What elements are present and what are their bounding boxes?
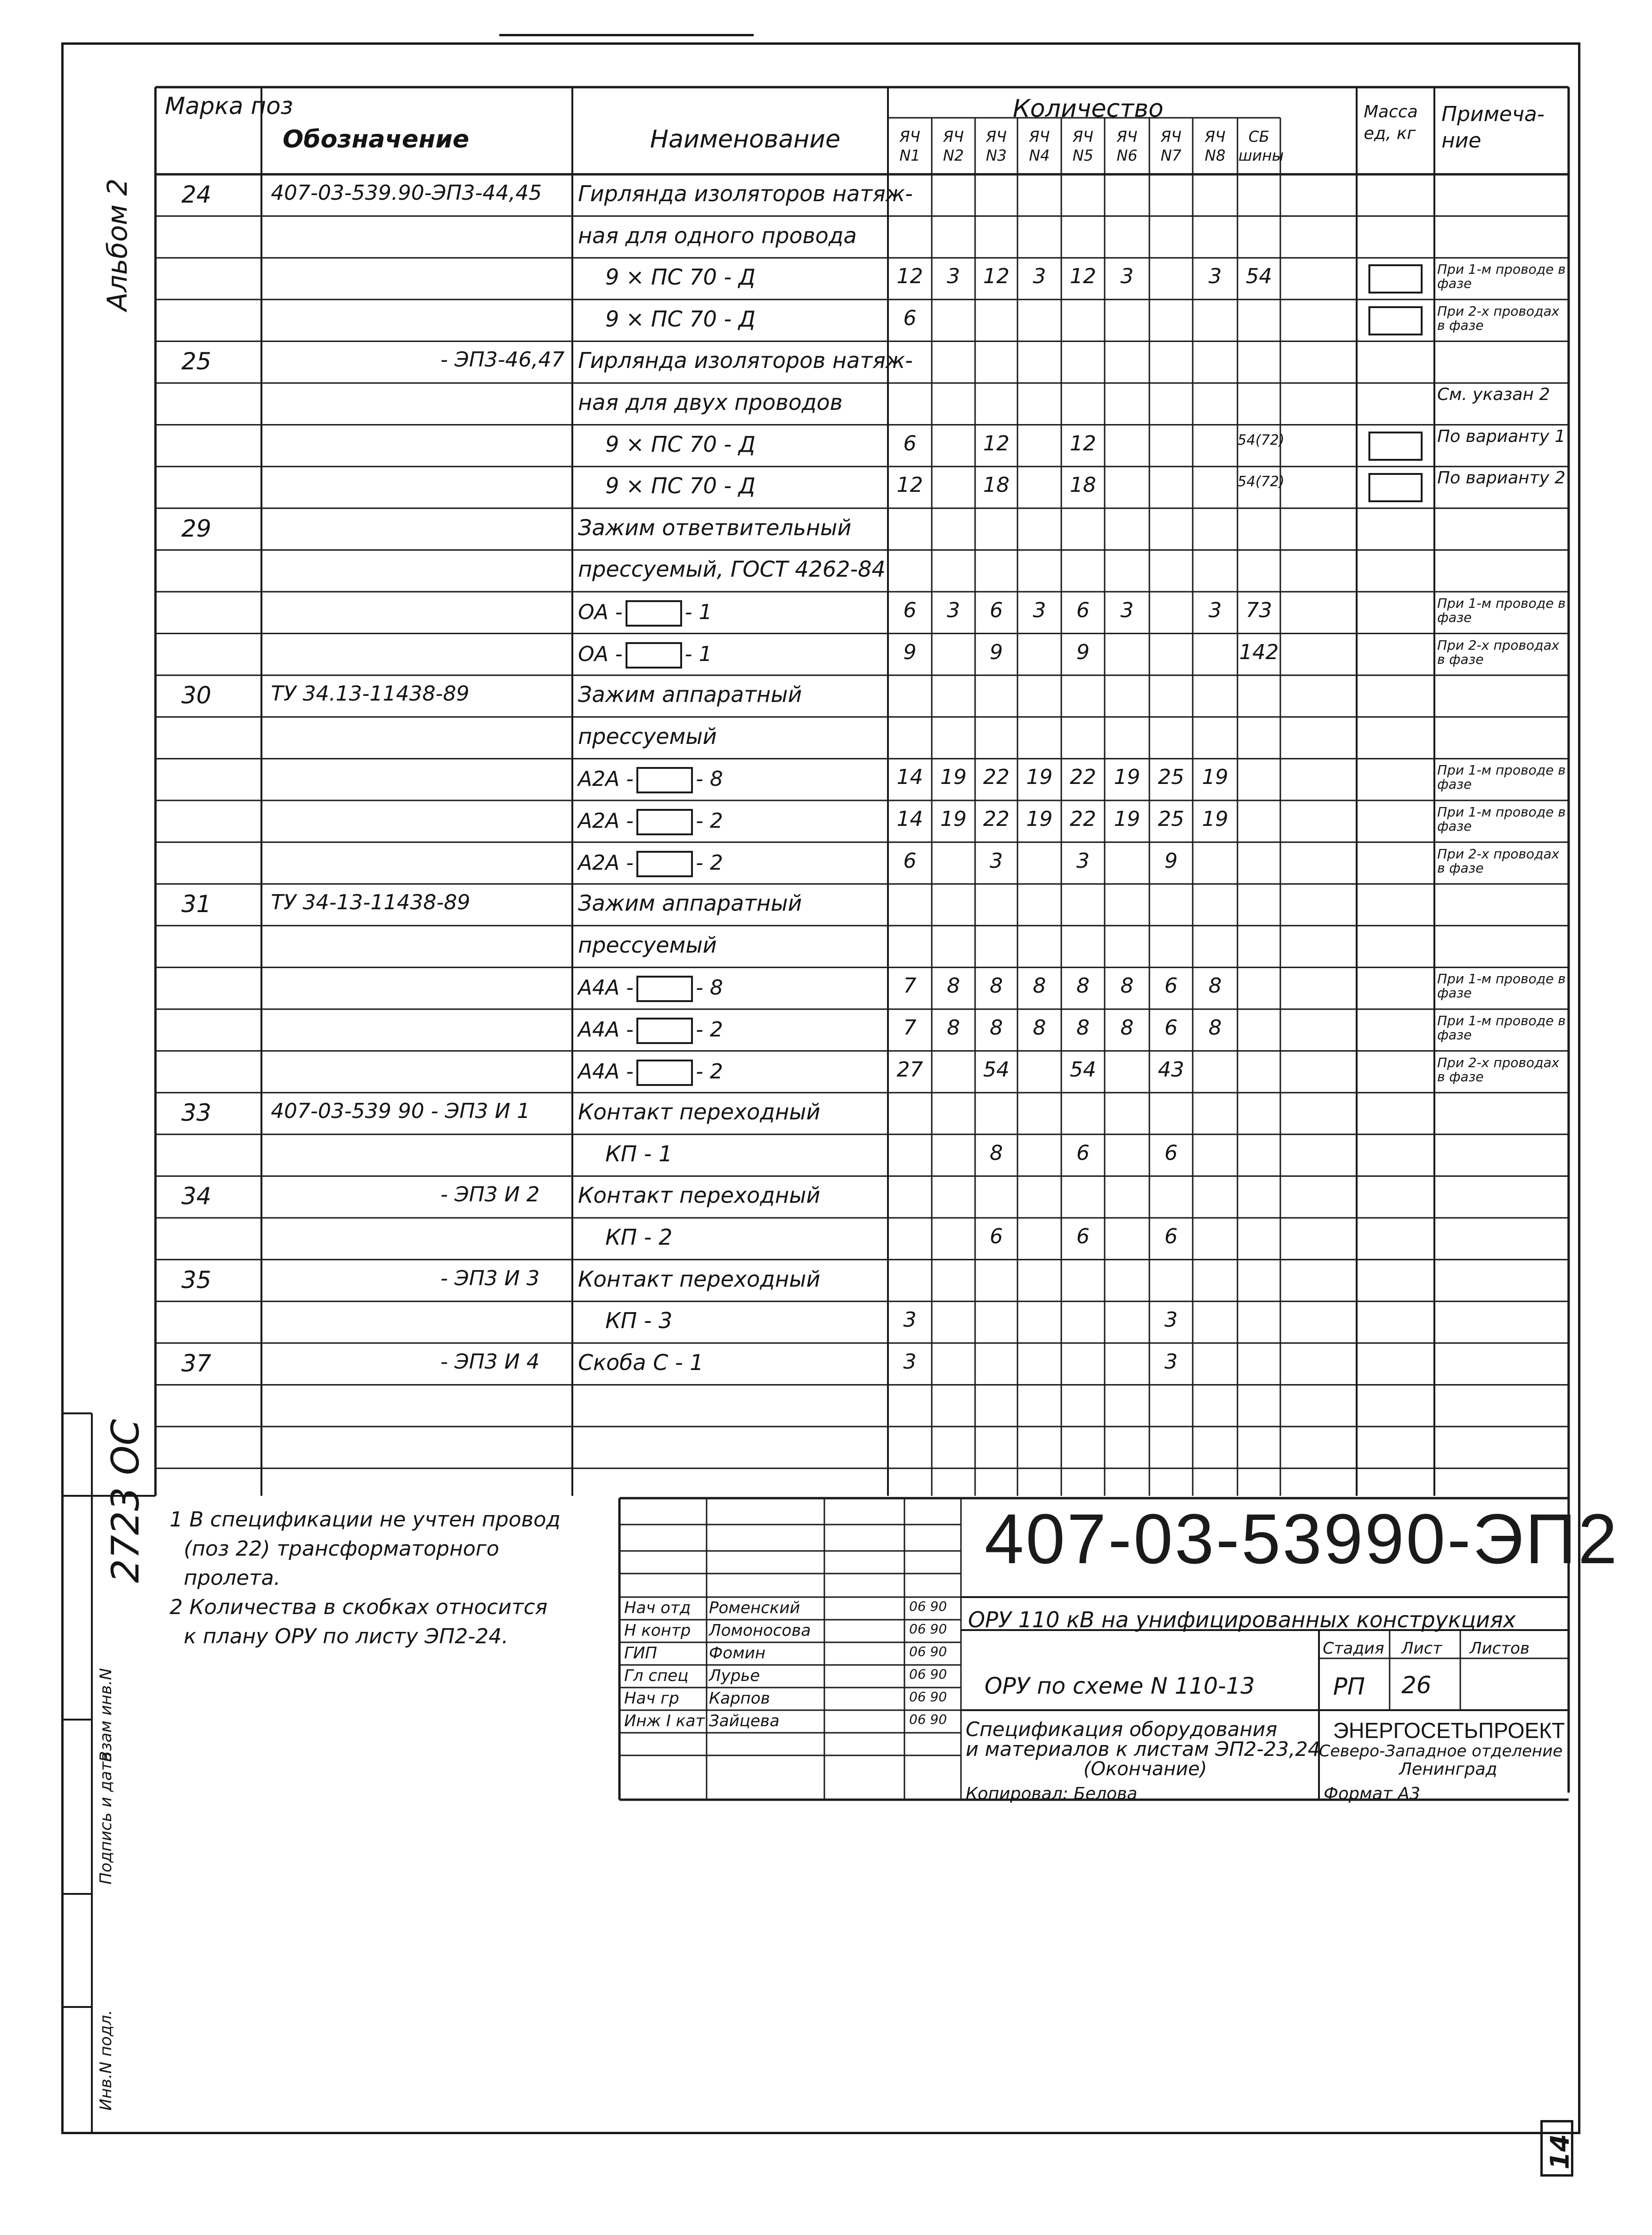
item-name-prefix: А2А - [578, 767, 634, 791]
position-mark: 29 [181, 514, 212, 542]
sheet-title-1: Спецификация оборудования [966, 1718, 1278, 1741]
mass-blank-box [1368, 473, 1423, 502]
signer-name: Фомин [709, 1644, 766, 1663]
item-name: прессуемый, ГОСТ 4262-84 [578, 556, 886, 582]
blank-box [626, 642, 682, 669]
item-name-suffix: - 2 [696, 850, 723, 875]
signer-date: 06 90 [909, 1712, 947, 1727]
signer-role: Н контр [624, 1621, 691, 1640]
blank-box [636, 976, 693, 1002]
quantity-value: 3 [1120, 264, 1134, 289]
qty-col-header: ЯЧ N8 [1204, 128, 1226, 164]
format-label: Формат А3 [1324, 1784, 1421, 1803]
position-mark: 25 [181, 348, 212, 375]
signer-name: Лурье [709, 1666, 760, 1685]
qty-col-header: СБ шины [1238, 128, 1284, 164]
signature-date-label: Подпись и дата [97, 1752, 115, 1884]
blank-box [636, 767, 693, 793]
quantity-value: 6 [903, 848, 917, 873]
quantity-value: 54 [983, 1057, 1009, 1082]
row-note: По варианту 2 [1437, 468, 1566, 488]
scheme-title: ОРУ по схеме N 110-13 [985, 1673, 1255, 1699]
item-name: Контакт переходный [578, 1183, 821, 1208]
header-massa: Масса ед, кг [1364, 102, 1418, 143]
mass-blank-box [1368, 306, 1423, 335]
header-marka: Марка поз [165, 92, 293, 120]
quantity-value: 12 [983, 431, 1009, 456]
qty-col-header: ЯЧ N3 [985, 128, 1007, 164]
position-mark: 31 [181, 890, 212, 918]
quantity-value: 22 [983, 807, 1009, 831]
item-name: 9 × ПС 70 - Д [605, 473, 756, 499]
list-label: Лист [1401, 1639, 1442, 1658]
designation: - ЭП3 И 3 [440, 1266, 540, 1290]
row-note: При 1-м проводе в фазе [1437, 971, 1566, 1001]
quantity-value: 8 [1076, 974, 1090, 998]
item-name-prefix: А4А - [578, 976, 634, 1000]
row-note: По варианту 1 [1437, 426, 1566, 446]
organization-name: ЭНЕРГОСЕТЬПРОЕКТ [1333, 1718, 1565, 1743]
blank-box [636, 1018, 693, 1044]
organization-branch: Северо-Западное отделение [1319, 1742, 1563, 1761]
quantity-value: 12 [1070, 431, 1096, 456]
mass-blank-box [1368, 432, 1423, 461]
signer-date: 06 90 [909, 1621, 947, 1637]
signer-role: Инж I кат [624, 1712, 705, 1730]
item-name-suffix: - 1 [684, 642, 712, 666]
quantity-value: 8 [1208, 1016, 1222, 1040]
blank-box [626, 600, 682, 627]
item-name: 9 × ПС 70 - Д [605, 306, 756, 332]
quantity-value: 3 [1164, 1308, 1178, 1332]
quantity-value: 19 [940, 807, 967, 831]
designation: 407-03-539.90-ЭП3-44,45 [271, 181, 542, 205]
row-note: При 2-х проводах в фазе [1437, 846, 1560, 876]
quantity-value: 19 [1026, 765, 1053, 790]
position-mark: 33 [181, 1099, 212, 1127]
quantity-value: 19 [1114, 765, 1140, 790]
quantity-value: 19 [1202, 765, 1229, 790]
document-code: 407-03-53990-ЭП2 [985, 1499, 1619, 1578]
position-mark: 34 [181, 1183, 212, 1210]
quantity-value: 9 [1076, 640, 1090, 664]
qty-col-header: ЯЧ N1 [899, 128, 920, 164]
quantity-value: 6 [1164, 974, 1178, 998]
quantity-value: 3 [1033, 264, 1046, 289]
quantity-value: 8 [990, 1016, 1003, 1040]
header-primechanie: Примеча-ние [1441, 102, 1545, 153]
quantity-value: 3 [1208, 598, 1222, 622]
item-name: Зажим аппаратный [578, 890, 802, 916]
quantity-value: 54(72) [1237, 473, 1285, 490]
sheet-title-3: (Окончание) [1083, 1758, 1207, 1780]
object-title: ОРУ 110 кВ на унифицированных конструкциях [968, 1607, 1516, 1632]
quantity-value: 6 [990, 1224, 1003, 1248]
designation: - ЭП3 И 2 [440, 1183, 540, 1207]
signer-name: Карпов [709, 1689, 770, 1708]
quantity-value: 9 [990, 640, 1003, 664]
qty-col-header: ЯЧ N2 [943, 128, 964, 164]
stadia-label: Стадия [1323, 1639, 1384, 1658]
signer-role: ГИП [624, 1644, 657, 1663]
quantity-value: 12 [983, 264, 1009, 289]
quantity-value: 3 [1208, 264, 1222, 289]
item-name: КП - 3 [605, 1308, 673, 1334]
quantity-value: 9 [1164, 848, 1178, 873]
quantity-value: 8 [1033, 1016, 1046, 1040]
item-name: Скоба С - 1 [578, 1349, 704, 1375]
row-note: При 1-м проводе в фазе [1437, 762, 1566, 792]
quantity-value: 27 [896, 1057, 923, 1082]
quantity-value: 14 [896, 807, 923, 831]
designation: - ЭП3-46,47 [440, 348, 565, 372]
item-name: ная для двух проводов [578, 390, 843, 415]
qty-col-header: ЯЧ N6 [1116, 128, 1138, 164]
position-mark: 24 [181, 181, 212, 208]
designation: - ЭП3 И 4 [440, 1349, 540, 1374]
item-name: КП - 1 [605, 1141, 673, 1166]
quantity-value: 6 [1164, 1016, 1178, 1040]
qty-col-header: ЯЧ N5 [1072, 128, 1094, 164]
position-mark: 37 [181, 1349, 212, 1377]
item-name-prefix: ОА - [578, 600, 623, 624]
item-name [578, 851, 723, 877]
quantity-value: 8 [990, 1141, 1003, 1165]
item-name [578, 1018, 723, 1044]
signer-name: Зайцева [709, 1712, 780, 1730]
item-name-suffix: - 2 [696, 1018, 723, 1042]
quantity-value: 43 [1158, 1057, 1184, 1082]
item-name-suffix: - 8 [696, 767, 723, 791]
quantity-value: 3 [903, 1349, 917, 1374]
quantity-value: 19 [1202, 807, 1229, 831]
row-note: При 2-х проводах в фазе [1437, 1054, 1560, 1085]
quantity-value: 73 [1245, 598, 1272, 622]
row-note: При 2-х проводах в фазе [1437, 303, 1560, 333]
notes [170, 1505, 561, 1651]
quantity-value: 19 [940, 765, 967, 790]
quantity-value: 12 [896, 473, 923, 498]
quantity-value: 12 [1070, 264, 1096, 289]
signer-role: Гл спец [624, 1666, 689, 1685]
signer-date: 06 90 [909, 1666, 947, 1682]
position-mark: 30 [181, 682, 212, 710]
note-line: пролета. [184, 1566, 281, 1590]
position-mark: 35 [181, 1266, 212, 1294]
item-name [578, 976, 723, 1002]
item-name: прессуемый [578, 723, 717, 749]
item-name-prefix: А4А - [578, 1059, 634, 1084]
quantity-value: 25 [1158, 765, 1184, 790]
sheet-title-2: и материалов к листам ЭП2-23,24 [966, 1737, 1320, 1761]
item-name-suffix: - 2 [696, 1059, 723, 1084]
qty-col-header: ЯЧ N4 [1029, 128, 1050, 164]
quantity-value: 54(72) [1237, 432, 1285, 449]
appendix-label: Альбом 2 [101, 178, 133, 311]
signer-name: Ломоносова [709, 1621, 811, 1640]
row-note: При 2-х проводах в фазе [1437, 637, 1560, 667]
quantity-value: 6 [903, 306, 917, 330]
quantity-value: 22 [1070, 807, 1096, 831]
quantity-value: 142 [1239, 640, 1279, 664]
quantity-value: 9 [903, 640, 917, 664]
quantity-value: 3 [1120, 598, 1134, 622]
note-line: (поз 22) трансформаторного [184, 1537, 499, 1561]
item-name: КП - 2 [605, 1224, 673, 1250]
copied-by: Копировал: Белова [966, 1784, 1138, 1803]
header-naimenovanie: Наименование [650, 125, 841, 154]
quantity-value: 7 [903, 974, 917, 998]
quantity-value: 3 [1033, 598, 1046, 622]
inventory-number: 2723 ОС [104, 1419, 147, 1583]
designation: ТУ 34-13-11438-89 [271, 890, 471, 915]
quantity-value: 6 [1164, 1224, 1178, 1248]
note-line: к плану ОРУ по листу ЭП2-24. [184, 1624, 509, 1648]
item-name-prefix: А2А - [578, 850, 634, 875]
quantity-value: 22 [1070, 765, 1096, 790]
mass-blank-box [1368, 264, 1423, 294]
item-name [578, 809, 723, 835]
page-mark: 14 [1545, 2134, 1575, 2170]
page-mark-box [1540, 2120, 1573, 2177]
quantity-value: 8 [947, 1016, 960, 1040]
blank-box [636, 809, 693, 835]
quantity-value: 6 [1076, 1141, 1090, 1165]
item-name: ная для одного провода [578, 222, 857, 248]
quantity-value: 54 [1070, 1057, 1096, 1082]
quantity-value: 6 [1076, 1224, 1090, 1248]
quantity-value: 7 [903, 1016, 917, 1040]
item-name [578, 1060, 723, 1086]
stadia-value: РП [1333, 1673, 1365, 1700]
quantity-value: 8 [1076, 1016, 1090, 1040]
inv-podl-label: Инв.N подл. [97, 2010, 115, 2111]
blank-box [636, 851, 693, 877]
item-name-suffix: - 2 [696, 809, 723, 833]
item-name: Контакт переходный [578, 1266, 821, 1292]
item-name: Гирлянда изоляторов натяж- [578, 181, 913, 206]
quantity-value: 6 [903, 598, 917, 622]
item-name [578, 767, 723, 793]
quantity-value: 8 [1120, 1016, 1134, 1040]
signer-role: Нач гр [624, 1689, 679, 1708]
quantity-value: 3 [947, 598, 960, 622]
quantity-value: 3 [903, 1308, 917, 1332]
row-note: При 1-м проводе в фазе [1437, 804, 1566, 834]
quantity-value: 8 [990, 974, 1003, 998]
quantity-value: 6 [990, 598, 1003, 622]
item-name-prefix: А4А - [578, 1018, 634, 1042]
item-name-prefix: ОА - [578, 642, 623, 666]
quantity-value: 3 [990, 848, 1003, 873]
item-name: Гирлянда изоляторов натяж- [578, 348, 913, 374]
quantity-value: 3 [947, 264, 960, 289]
row-note: При 1-м проводе в фазе [1437, 261, 1566, 292]
quantity-value: 6 [1076, 598, 1090, 622]
quantity-value: 8 [1208, 974, 1222, 998]
item-name-suffix: - 1 [684, 600, 712, 624]
signer-name: Роменский [709, 1599, 800, 1617]
designation: 407-03-539 90 - ЭП3 И 1 [271, 1099, 530, 1124]
quantity-value: 8 [947, 974, 960, 998]
quantity-value: 18 [983, 473, 1009, 498]
quantity-value: 6 [1164, 1141, 1178, 1165]
quantity-value: 54 [1245, 264, 1272, 289]
quantity-value: 6 [903, 431, 917, 456]
item-name: 9 × ПС 70 - Д [605, 431, 756, 457]
designation: ТУ 34.13-11438-89 [271, 682, 470, 706]
row-note: См. указан 2 [1437, 385, 1550, 404]
quantity-value: 19 [1026, 807, 1053, 831]
quantity-value: 19 [1114, 807, 1140, 831]
quantity-value: 8 [1033, 974, 1046, 998]
quantity-value: 3 [1076, 848, 1090, 873]
quantity-value: 14 [896, 765, 923, 790]
item-name-prefix: А2А - [578, 809, 634, 833]
note-line: 2 Количества в скобках относится [170, 1595, 548, 1619]
blank-box [636, 1060, 693, 1086]
vzam-inv-label: Взам инв.N [97, 1668, 115, 1762]
listov-label: Листов [1470, 1639, 1530, 1658]
item-name: 9 × ПС 70 - Д [605, 264, 756, 290]
signer-date: 06 90 [909, 1599, 947, 1614]
signer-date: 06 90 [909, 1689, 947, 1705]
item-name: прессуемый [578, 932, 717, 958]
item-name [578, 642, 712, 669]
qty-col-header: ЯЧ N7 [1160, 128, 1182, 164]
header-kolichestvo: Количество [1013, 95, 1164, 123]
quantity-value: 22 [983, 765, 1009, 790]
list-value: 26 [1401, 1672, 1432, 1699]
organization-city: Ленинград [1399, 1760, 1497, 1779]
note-line: 1 В спецификации не учтен провод [170, 1508, 561, 1532]
item-name: Контакт переходный [578, 1099, 821, 1125]
item-name [578, 600, 712, 627]
quantity-value: 12 [896, 264, 923, 289]
quantity-value: 18 [1070, 473, 1096, 498]
quantity-value: 8 [1120, 974, 1134, 998]
item-name: Зажим аппаратный [578, 682, 802, 708]
quantity-value: 3 [1164, 1349, 1178, 1374]
item-name: Зажим ответвительный [578, 514, 852, 540]
signer-date: 06 90 [909, 1644, 947, 1659]
quantity-value: 25 [1158, 807, 1184, 831]
header-oboznachenie: Обозначение [283, 125, 470, 154]
row-note: При 1-м проводе в фазе [1437, 595, 1566, 625]
item-name-suffix: - 8 [696, 976, 723, 1000]
row-note: При 1-м проводе в фазе [1437, 1013, 1566, 1043]
signer-role: Нач отд [624, 1599, 691, 1617]
